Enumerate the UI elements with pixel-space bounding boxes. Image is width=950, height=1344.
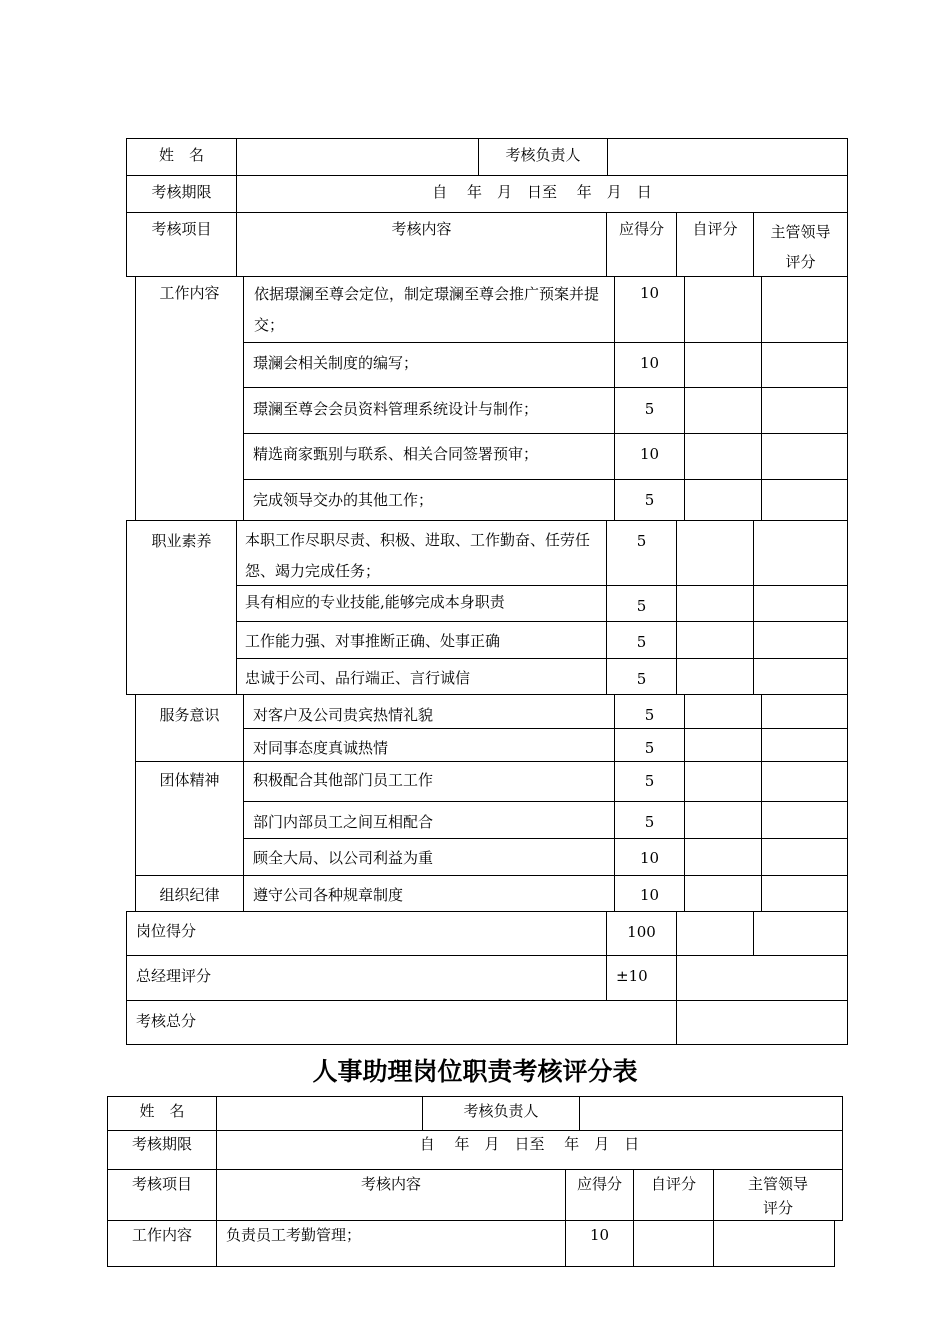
score-cell: 10 bbox=[614, 433, 685, 480]
self-score-cell[interactable] bbox=[684, 875, 762, 912]
period-label: 考核期限 bbox=[107, 1130, 217, 1170]
self-score-header: 自评分 bbox=[633, 1169, 714, 1221]
self-score-header: 自评分 bbox=[676, 212, 754, 277]
content-header: 考核内容 bbox=[236, 212, 607, 277]
manager-score-cell[interactable] bbox=[753, 585, 848, 622]
score-cell: 5 bbox=[606, 658, 677, 695]
content-cell: 依据璟澜至尊会定位，制定璟澜至尊会推广预案并提交； bbox=[243, 276, 615, 343]
reviewer-field[interactable] bbox=[607, 138, 848, 176]
self-score-cell[interactable] bbox=[684, 838, 762, 876]
manager-score-cell[interactable] bbox=[761, 838, 848, 876]
reviewer-field[interactable] bbox=[579, 1096, 843, 1131]
score-cell: 10 bbox=[614, 838, 685, 876]
self-score-cell[interactable] bbox=[684, 801, 762, 839]
content-cell: 本职工作尽职尽责、积极、进取、工作勤奋、任劳任怨、竭力完成任务； bbox=[236, 520, 607, 586]
manager-score-cell[interactable] bbox=[761, 875, 848, 912]
content-cell: 顾全大局、以公司利益为重 bbox=[243, 838, 615, 876]
post-self-score[interactable] bbox=[676, 911, 754, 956]
score-cell: 5 bbox=[614, 761, 685, 802]
score-cell: 5 bbox=[614, 694, 685, 729]
total-score-field[interactable] bbox=[676, 1000, 848, 1045]
score-cell: 10 bbox=[565, 1220, 634, 1267]
group-discipline: 组织纪律 bbox=[135, 875, 244, 912]
score-cell: 5 bbox=[614, 479, 685, 521]
score-cell: 10 bbox=[614, 875, 685, 912]
manager-score-cell[interactable] bbox=[761, 433, 848, 480]
self-score-cell[interactable] bbox=[684, 479, 762, 521]
content-cell: 积极配合其他部门员工工作 bbox=[243, 761, 615, 802]
score-cell: 5 bbox=[606, 621, 677, 659]
manager-score-cell[interactable] bbox=[713, 1220, 835, 1267]
content-cell: 精选商家甄别与联系、相关合同签署预审； bbox=[243, 433, 615, 480]
group-teamwork: 团体精神 bbox=[135, 761, 244, 876]
group-work-content: 工作内容 bbox=[107, 1220, 217, 1267]
post-score-label: 岗位得分 bbox=[126, 911, 607, 956]
manager-score-cell[interactable] bbox=[761, 728, 848, 762]
name-field[interactable] bbox=[216, 1096, 423, 1131]
score-cell: 5 bbox=[614, 801, 685, 839]
gm-score-label: 总经理评分 bbox=[126, 955, 607, 1001]
content-header: 考核内容 bbox=[216, 1169, 566, 1221]
content-cell: 璟澜会相关制度的编写； bbox=[243, 342, 615, 388]
content-cell: 璟澜至尊会会员资料管理系统设计与制作； bbox=[243, 387, 615, 434]
period-field[interactable]: 自 年 月 日至 年 月 日 bbox=[236, 175, 848, 213]
name-field[interactable] bbox=[236, 138, 479, 176]
item-header: 考核项目 bbox=[107, 1169, 217, 1221]
content-cell: 部门内部员工之间互相配合 bbox=[243, 801, 615, 839]
manager-score-cell[interactable] bbox=[761, 342, 848, 388]
manager-score-cell[interactable] bbox=[761, 694, 848, 729]
manager-score-cell[interactable] bbox=[761, 276, 848, 343]
post-score-value: 100 bbox=[606, 911, 677, 956]
manager-score-cell[interactable] bbox=[761, 479, 848, 521]
content-cell: 遵守公司各种规章制度 bbox=[243, 875, 615, 912]
self-score-cell[interactable] bbox=[676, 520, 754, 586]
self-score-cell[interactable] bbox=[684, 694, 762, 729]
reviewer-label: 考核负责人 bbox=[478, 138, 608, 176]
period-field[interactable]: 自 年 月 日至 年 月 日 bbox=[216, 1130, 843, 1170]
name-label: 姓 名 bbox=[107, 1096, 217, 1131]
gm-score-value: ±10 bbox=[606, 955, 677, 1001]
self-score-cell[interactable] bbox=[684, 433, 762, 480]
self-score-cell[interactable] bbox=[684, 276, 762, 343]
manager-score-header: 主管领导评分 bbox=[713, 1169, 843, 1221]
content-cell: 具有相应的专业技能,能够完成本身职责 bbox=[236, 585, 607, 622]
self-score-cell[interactable] bbox=[676, 658, 754, 695]
score-cell: 5 bbox=[606, 585, 677, 622]
gm-score-field[interactable] bbox=[676, 955, 848, 1001]
period-label: 考核期限 bbox=[126, 175, 237, 213]
self-score-cell[interactable] bbox=[684, 761, 762, 802]
score-cell: 10 bbox=[614, 342, 685, 388]
self-score-cell[interactable] bbox=[684, 342, 762, 388]
self-score-cell[interactable] bbox=[633, 1220, 714, 1267]
manager-score-cell[interactable] bbox=[753, 658, 848, 695]
score-cell: 5 bbox=[614, 387, 685, 434]
score-cell: 5 bbox=[606, 520, 677, 586]
reviewer-label: 考核负责人 bbox=[422, 1096, 580, 1131]
self-score-cell[interactable] bbox=[684, 728, 762, 762]
self-score-cell[interactable] bbox=[676, 585, 754, 622]
group-professionalism: 职业素养 bbox=[126, 520, 237, 695]
score-header: 应得分 bbox=[606, 212, 677, 277]
manager-score-cell[interactable] bbox=[753, 621, 848, 659]
content-cell: 对客户及公司贵宾热情礼貌 bbox=[243, 694, 615, 729]
content-cell: 工作能力强、对事推断正确、处事正确 bbox=[236, 621, 607, 659]
content-cell: 负责员工考勤管理； bbox=[216, 1220, 566, 1267]
content-cell: 对同事态度真诚热情 bbox=[243, 728, 615, 762]
name-label: 姓 名 bbox=[126, 138, 237, 176]
group-work-content: 工作内容 bbox=[135, 276, 244, 521]
score-cell: 10 bbox=[614, 276, 685, 343]
manager-score-cell[interactable] bbox=[753, 520, 848, 586]
self-score-cell[interactable] bbox=[676, 621, 754, 659]
manager-score-cell[interactable] bbox=[761, 801, 848, 839]
manager-score-header: 主管领导评分 bbox=[753, 212, 848, 277]
score-header: 应得分 bbox=[565, 1169, 634, 1221]
total-score-label: 考核总分 bbox=[126, 1000, 677, 1045]
form-title: 人事助理岗位职责考核评分表 bbox=[312, 1057, 638, 1086]
group-service: 服务意识 bbox=[135, 694, 244, 762]
content-cell: 忠诚于公司、品行端正、言行诚信 bbox=[236, 658, 607, 695]
manager-score-cell[interactable] bbox=[761, 761, 848, 802]
manager-score-cell[interactable] bbox=[761, 387, 848, 434]
score-cell: 5 bbox=[614, 728, 685, 762]
self-score-cell[interactable] bbox=[684, 387, 762, 434]
content-cell: 完成领导交办的其他工作； bbox=[243, 479, 615, 521]
post-manager-score[interactable] bbox=[753, 911, 848, 956]
item-header: 考核项目 bbox=[126, 212, 237, 277]
